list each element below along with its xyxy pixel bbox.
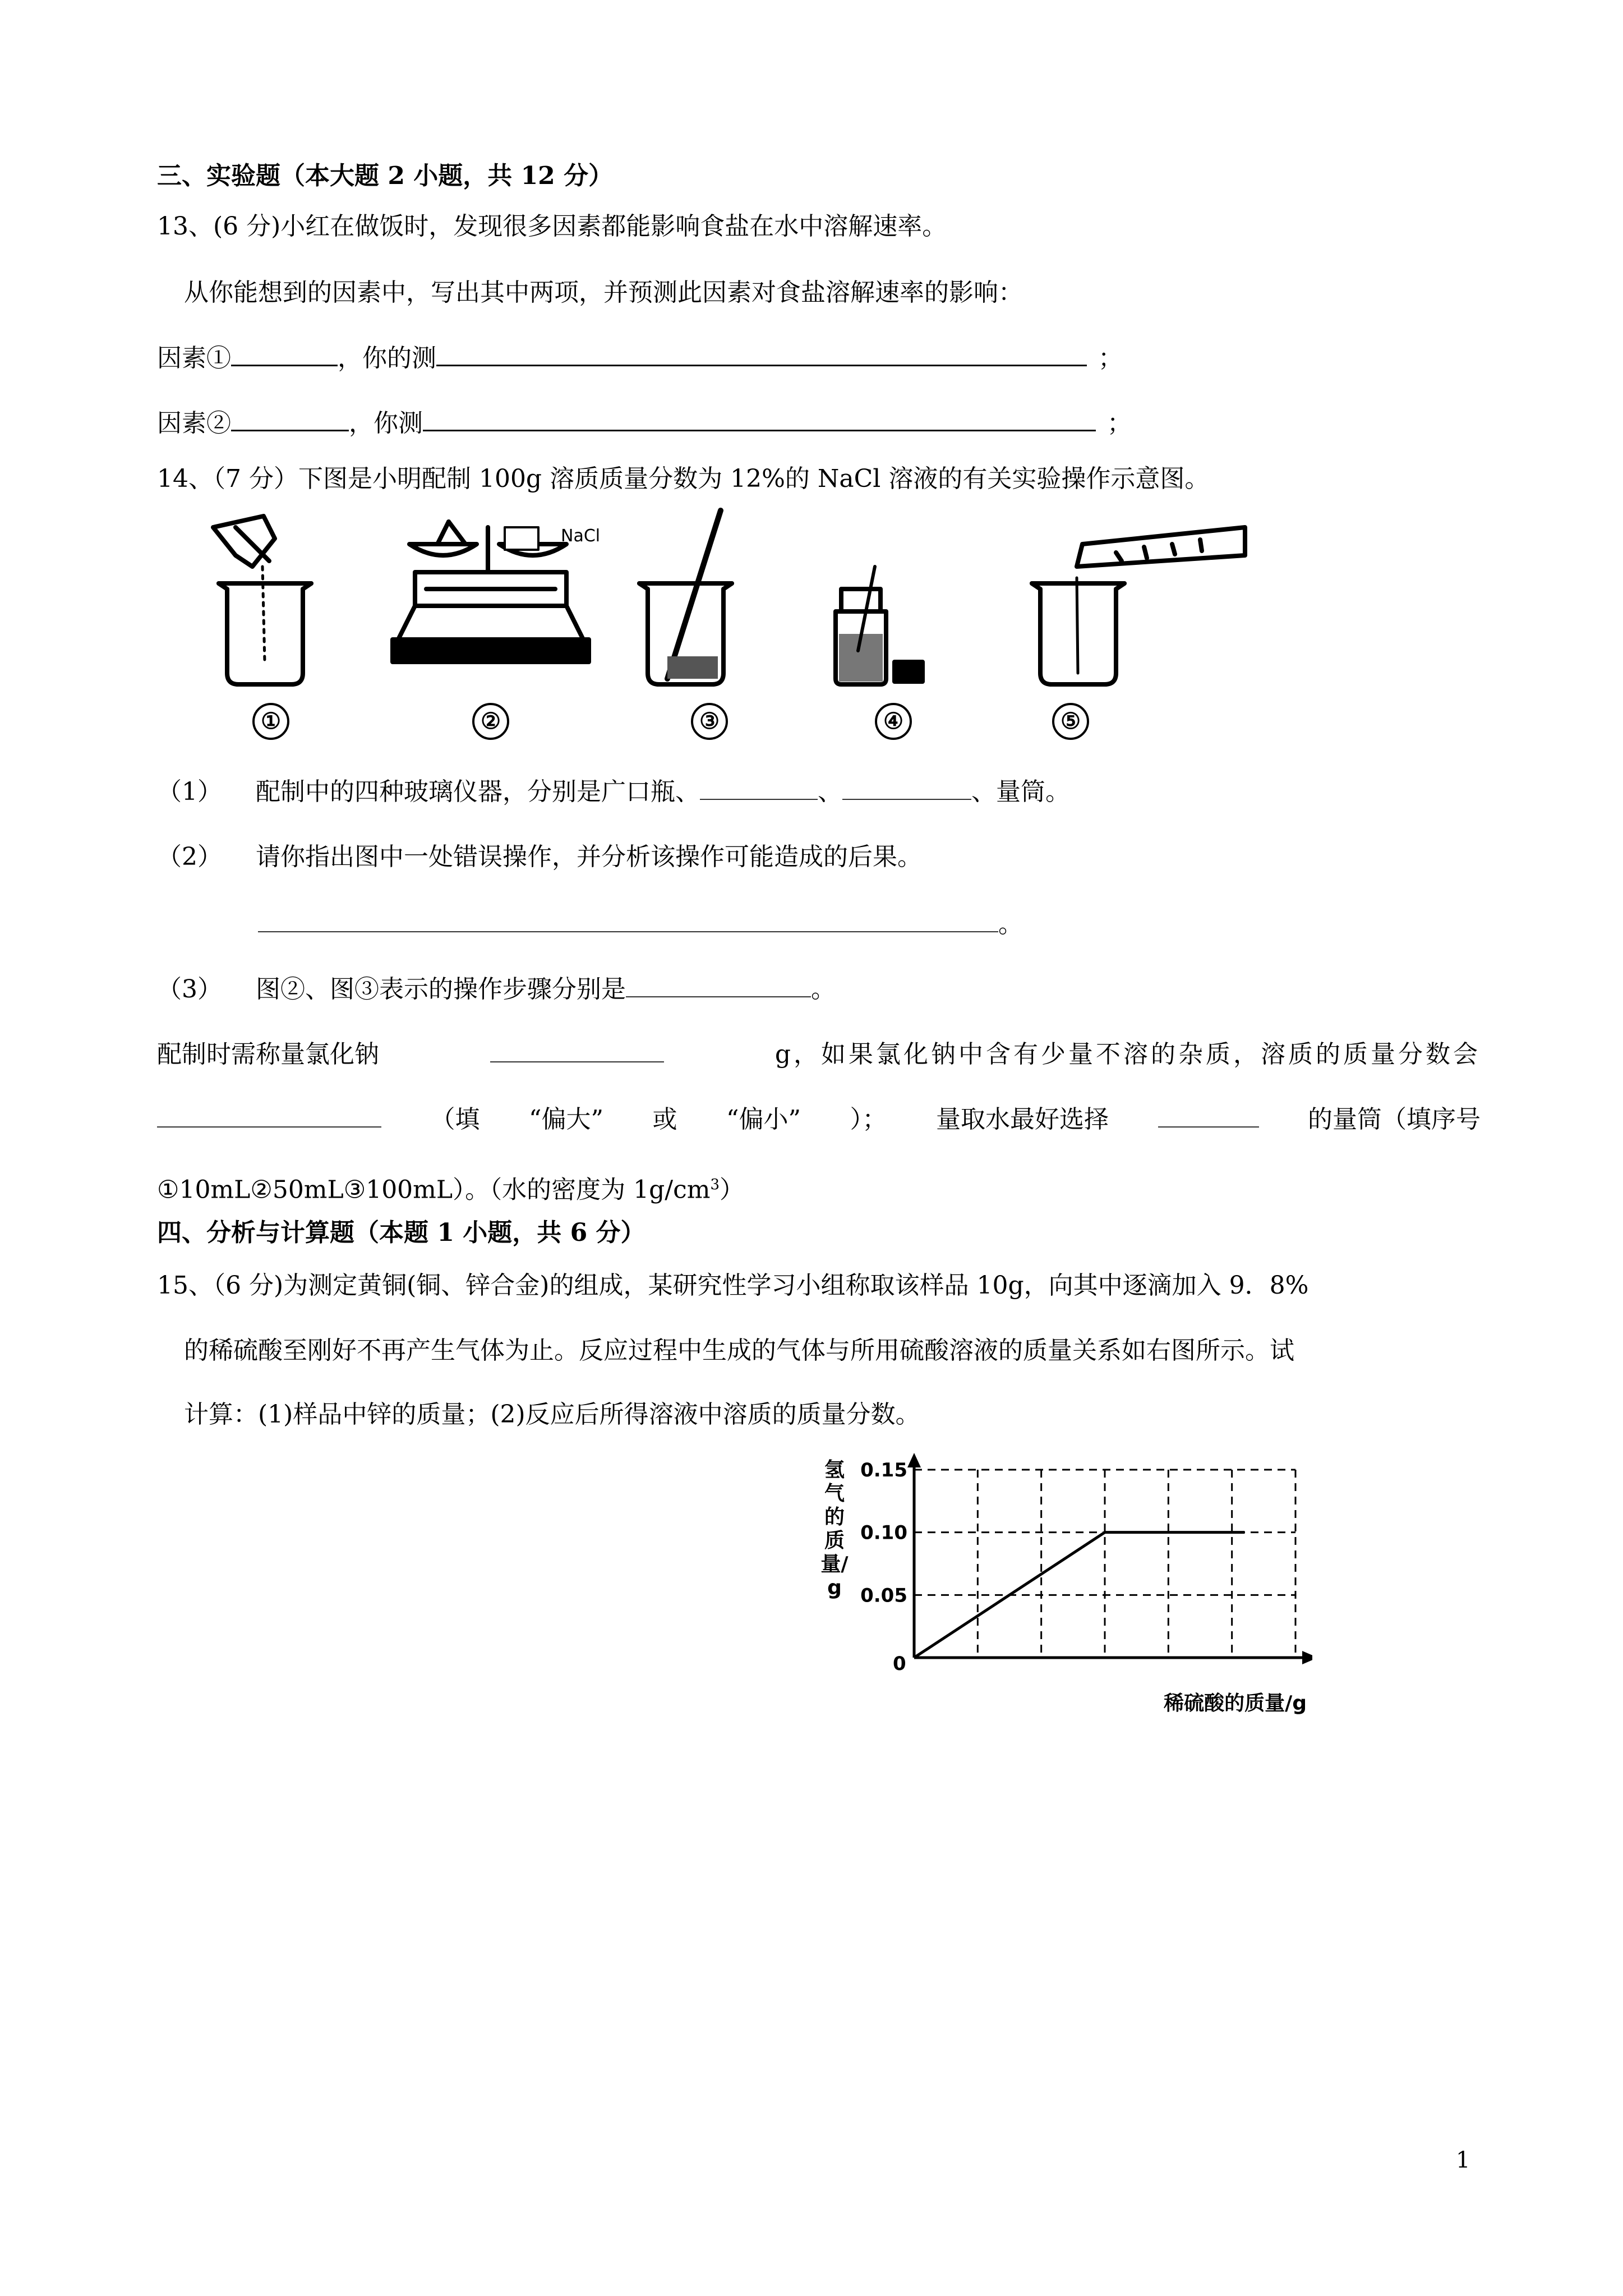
beaker-with-paper-icon (213, 516, 311, 684)
part1-number: （1） (157, 777, 222, 806)
q14-part3 (157, 974, 836, 1005)
q14-line-a (157, 1039, 1481, 1070)
part3-number: （3） (157, 975, 222, 1004)
line-c-sup: 3 (710, 1176, 720, 1193)
factor2-mid: ，你测 (349, 409, 423, 438)
q15-line-2: 的稀硫酸至刚好不再产生气体为止。反应过程中生成的气体与所用硫酸溶液的质量关系如右图所示。试 (184, 1336, 1294, 1365)
chart-labels (860, 1459, 907, 1607)
q15-line-3: 计算：(1)样品中锌的质量；(2)反应后所得溶液中溶质的质量分数。 (184, 1400, 920, 1429)
balance-icon (393, 522, 589, 662)
factor2-label: 因素② (157, 409, 231, 438)
y-tick-label: 0.05 (860, 1584, 907, 1607)
wide-mouth-bottle-icon (836, 567, 923, 684)
wrong-operation-blank[interactable] (258, 909, 998, 932)
y-axis-arrow (907, 1453, 921, 1467)
mass-fraction-blank[interactable] (157, 1104, 381, 1128)
part1-text-b: 、量筒。 (971, 777, 1070, 806)
prediction1-blank[interactable] (436, 342, 1087, 366)
x-axis-arrow (1302, 1651, 1312, 1664)
nacl-mass-blank[interactable] (490, 1039, 664, 1062)
line-b-word-3: 或 (652, 1105, 677, 1134)
part3-end: 。 (811, 975, 836, 1004)
q14-line-b (157, 1104, 1481, 1135)
q14-part2 (157, 841, 922, 873)
part2-number: （2） (157, 843, 222, 871)
page-number: 1 (1456, 2147, 1470, 2173)
q14-line-c (157, 1169, 744, 1206)
q13-stem: 13、(6 分)小红在做饭时，发现很多因素都能影响食盐在水中溶解速率。 (157, 212, 947, 241)
section-4-title: 四、分析与计算题（本题 1 小题，共 6 分） (157, 1218, 645, 1247)
part1-text-a: 配制中的四种玻璃仪器，分别是广口瓶、 (256, 777, 700, 806)
chart-xlabel: 稀硫酸的质量/g (1164, 1692, 1307, 1715)
steps-blank[interactable] (626, 974, 811, 997)
chart-origin: 0 (893, 1653, 906, 1675)
line-c-text: ①10mL②50mL③100mL）。（水的密度为 1g/cm (157, 1175, 711, 1204)
line-a-text-2: g，如果氯化钠中含有少量不溶的杂质，溶质的质量分数会 (774, 1040, 1481, 1069)
y-tick-label: 0.10 (860, 1521, 907, 1544)
factor1-end: ； (1098, 344, 1123, 372)
factor1-label: 因素① (157, 344, 231, 372)
y-tick-label: 0.15 (860, 1459, 907, 1481)
q13-instruction: 从你能想到的因素中，写出其中两项，并预测此因素对食盐溶解速率的影响： (184, 278, 1023, 307)
q14-part1 (157, 776, 1070, 808)
q13-factor1-line (157, 342, 1123, 374)
part3-text: 图②、图③表示的操作步骤分别是 (256, 975, 626, 1004)
cylinder-choice-blank[interactable] (1158, 1104, 1259, 1128)
q14-part2-answer-line (258, 909, 1023, 940)
figure-label-4: ④ (875, 703, 912, 740)
chart-grid (914, 1470, 1295, 1658)
part2-text: 请你指出图中一处错误操作，并分析该操作可能造成的后果。 (256, 843, 922, 871)
factor2-blank[interactable] (231, 407, 349, 431)
glassware-blank-1[interactable] (700, 776, 818, 800)
line-b-word-2: “偏大” (529, 1105, 603, 1134)
factor2-end: ； (1107, 409, 1132, 438)
figure-label-2: ② (472, 703, 509, 740)
beaker-with-cylinder-icon (1032, 527, 1245, 684)
section-3-title: 三、实验题（本大题 2 小题，共 12 分） (157, 162, 614, 190)
line-a-text-1: 配制时需称量氯化钠 (157, 1040, 379, 1069)
part2-end: 。 (998, 910, 1023, 938)
chart-svg (808, 1453, 1312, 1717)
line-b-word-6: 量取水最好选择 (936, 1105, 1109, 1134)
line-b-word-1: （填 (430, 1105, 480, 1134)
chart-axes (907, 1453, 1312, 1664)
factor1-mid: ，你的测 (338, 344, 436, 372)
figure-label-3: ③ (691, 703, 728, 740)
q13-factor2-line (157, 407, 1132, 439)
line-b-end: 的量筒（填序号 (1308, 1105, 1481, 1134)
chart-ylabel: 氢气的质量/g (820, 1458, 849, 1599)
factor1-blank[interactable] (231, 342, 338, 366)
glassware-blank-2[interactable] (842, 776, 971, 800)
figure-label-5: ⑤ (1052, 703, 1089, 740)
line-b-word-5: ）； (850, 1105, 887, 1134)
figure-label-1: ① (252, 703, 289, 740)
line-c-end: ） (720, 1175, 745, 1204)
hydrogen-chart (808, 1453, 1312, 1717)
part1-sep: 、 (818, 777, 842, 806)
prediction2-blank[interactable] (423, 407, 1096, 431)
apparatus-figure (202, 505, 1267, 752)
line-b-word-4: “偏小” (726, 1105, 801, 1134)
q14-stem: 14、（7 分）下图是小明配制 100g 溶质质量分数为 12%的 NaCl 溶液的有关实验操作示意图。 (157, 464, 1210, 493)
beaker-with-rod-icon (639, 510, 732, 684)
q15-stem: 15、（6 分)为测定黄铜(铜、锌合金)的组成，某研究性学习小组称取该样品 10g，向其中逐滴加入 9．8% (157, 1271, 1309, 1300)
nacl-label: NaCl (561, 526, 601, 546)
